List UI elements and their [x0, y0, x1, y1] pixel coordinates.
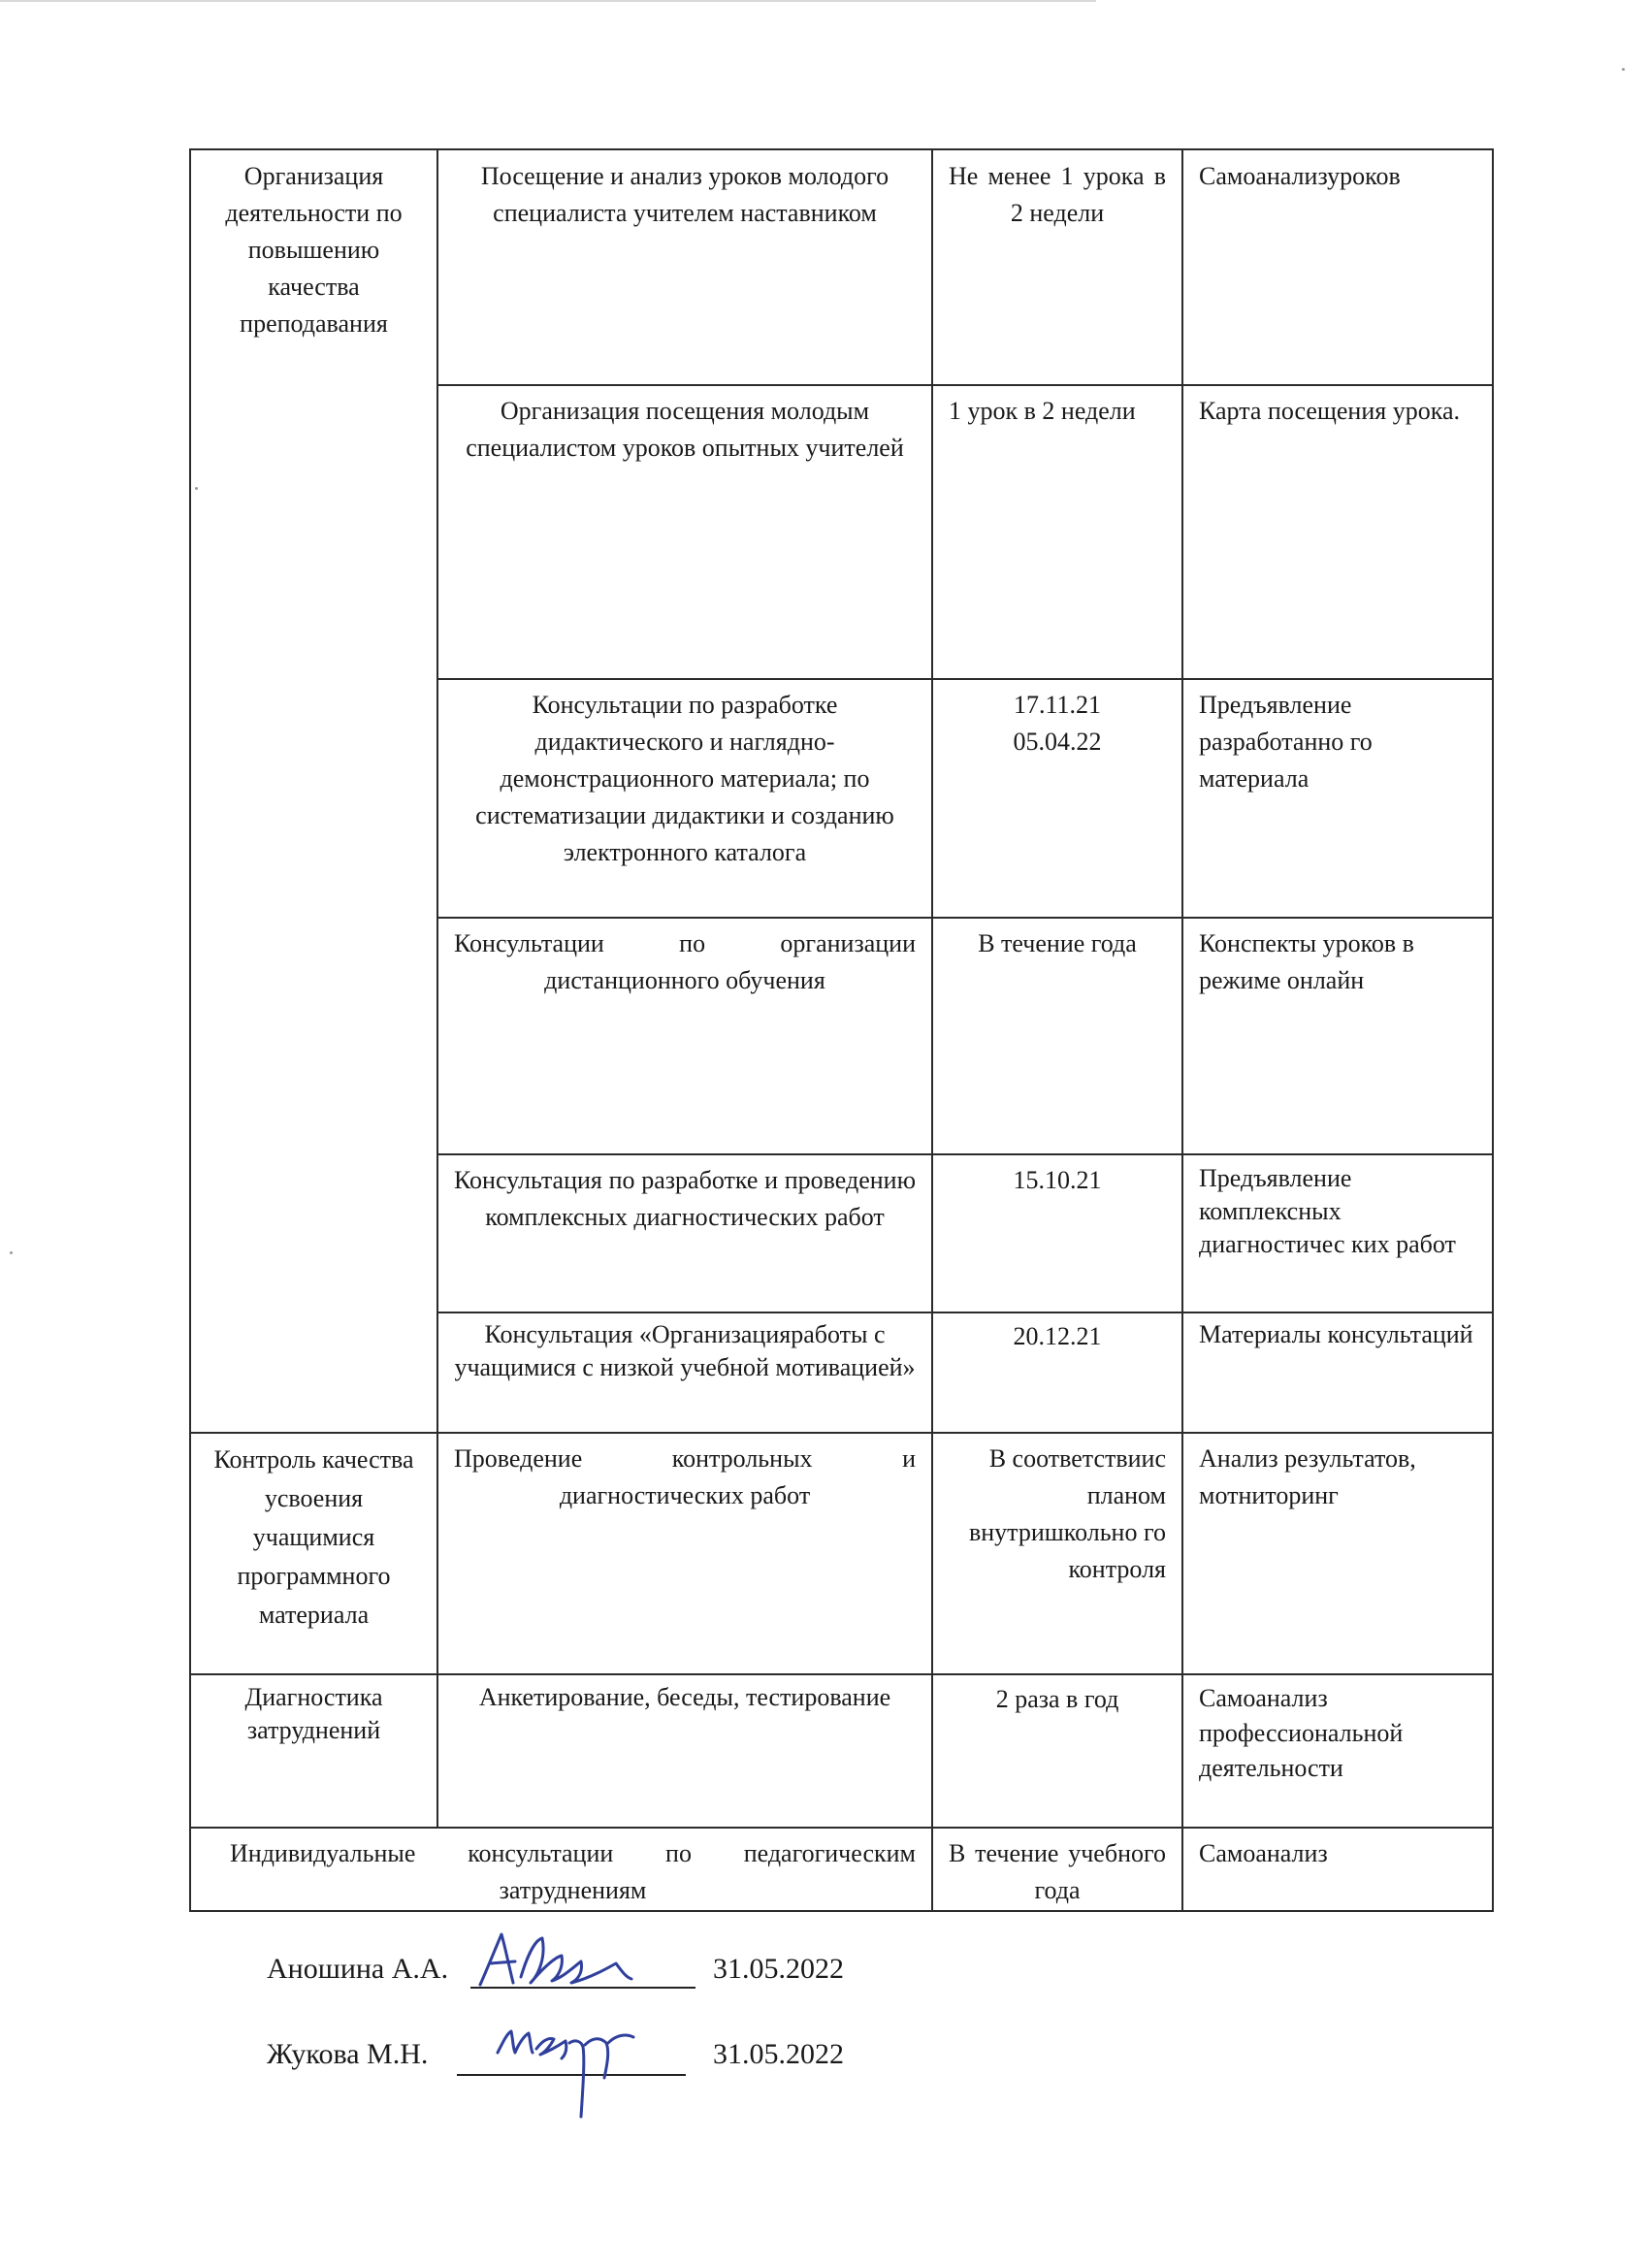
result-cell: Самоанализ профессиональной деятельности — [1199, 1684, 1404, 1782]
scan-speck — [10, 1251, 13, 1254]
activity-cell: Проведение контрольных и диагностических работ — [454, 1444, 916, 1509]
result-cell: Материалы консультаций — [1199, 1320, 1473, 1348]
result-cell: Предъявление комплексных диагностичес ких работ — [1199, 1164, 1456, 1258]
signer-name: Аношина А.А. — [267, 1953, 449, 1985]
term-cell: Не менее 1 урока в 2 недели — [949, 162, 1166, 227]
activity-cell: Организация посещения молодым специалистом уроков опытных учителей — [466, 397, 904, 462]
term-date-2: 05.04.22 — [1013, 728, 1102, 756]
activity-cell: Консультация «Организацияработы с учащимися с низкой учебной мотивацией» — [454, 1320, 916, 1381]
signature-date: 31.05.2022 — [713, 1953, 844, 1985]
signature-line-2 — [267, 2035, 888, 2142]
activity-cell: Посещение и анализ уроков молодого специалиста учителем наставником — [480, 162, 889, 227]
result-cell: Анализ результатов, мотниторинг — [1199, 1444, 1416, 1509]
signature-date: 31.05.2022 — [713, 2038, 844, 2070]
result-cell: Конспекты уроков в режиме онлайн — [1199, 929, 1414, 994]
term-cell: В соответствиис планом внутришкольно го контроля — [968, 1444, 1166, 1583]
signature-mark-1 — [470, 1928, 635, 1991]
activity-cell: Консультация по разработке и проведению комплексных диагностических работ — [454, 1166, 916, 1231]
area-cell-quality-teaching: Организация деятельности по повышению качества преподавания — [225, 162, 403, 338]
activity-cell: Анкетирование, беседы, тестирование — [478, 1683, 891, 1711]
result-cell: Предъявление разработанно го материала — [1199, 691, 1373, 793]
term-cell — [933, 683, 1181, 916]
term-cell: 1 урок в 2 недели — [949, 397, 1136, 425]
term-cell: 15.10.21 — [1013, 1166, 1102, 1194]
result-cell: Карта посещения урока. — [1199, 397, 1461, 425]
activity-cell: Консультации по организации дистанционного обучения — [454, 929, 916, 994]
area-cell-quality-control: Контроль качества усвоения учащимися программного материала — [213, 1445, 414, 1629]
result-cell: Самоанализуроков — [1199, 162, 1401, 190]
scan-edge — [0, 0, 1096, 2]
term-cell: В течение года — [978, 929, 1137, 957]
result-cell: Самоанализ — [1199, 1839, 1328, 1867]
term-cell: 20.12.21 — [1013, 1322, 1102, 1350]
activity-cell-individual: Индивидуальные консультации по педагогическим затруднениям — [230, 1839, 916, 1904]
activity-cell: Консультации по разработке дидактического и наглядно-демонстрационного материала; по систематизации дидактики и созданию электронного каталога — [475, 691, 894, 866]
term-cell: 2 раза в год — [995, 1685, 1119, 1713]
term-cell: В течение учебного года — [949, 1839, 1166, 1904]
scan-speck — [1622, 68, 1625, 71]
area-cell-difficulties: Диагностика затруднений — [244, 1683, 383, 1744]
signature-line-1 — [267, 1950, 888, 2008]
signer-name: Жукова М.Н. — [267, 2038, 429, 2070]
signature-mark-2 — [492, 2020, 637, 2124]
term-date-1: 17.11.21 — [1013, 691, 1102, 719]
mentoring-plan-table — [189, 148, 1494, 1912]
